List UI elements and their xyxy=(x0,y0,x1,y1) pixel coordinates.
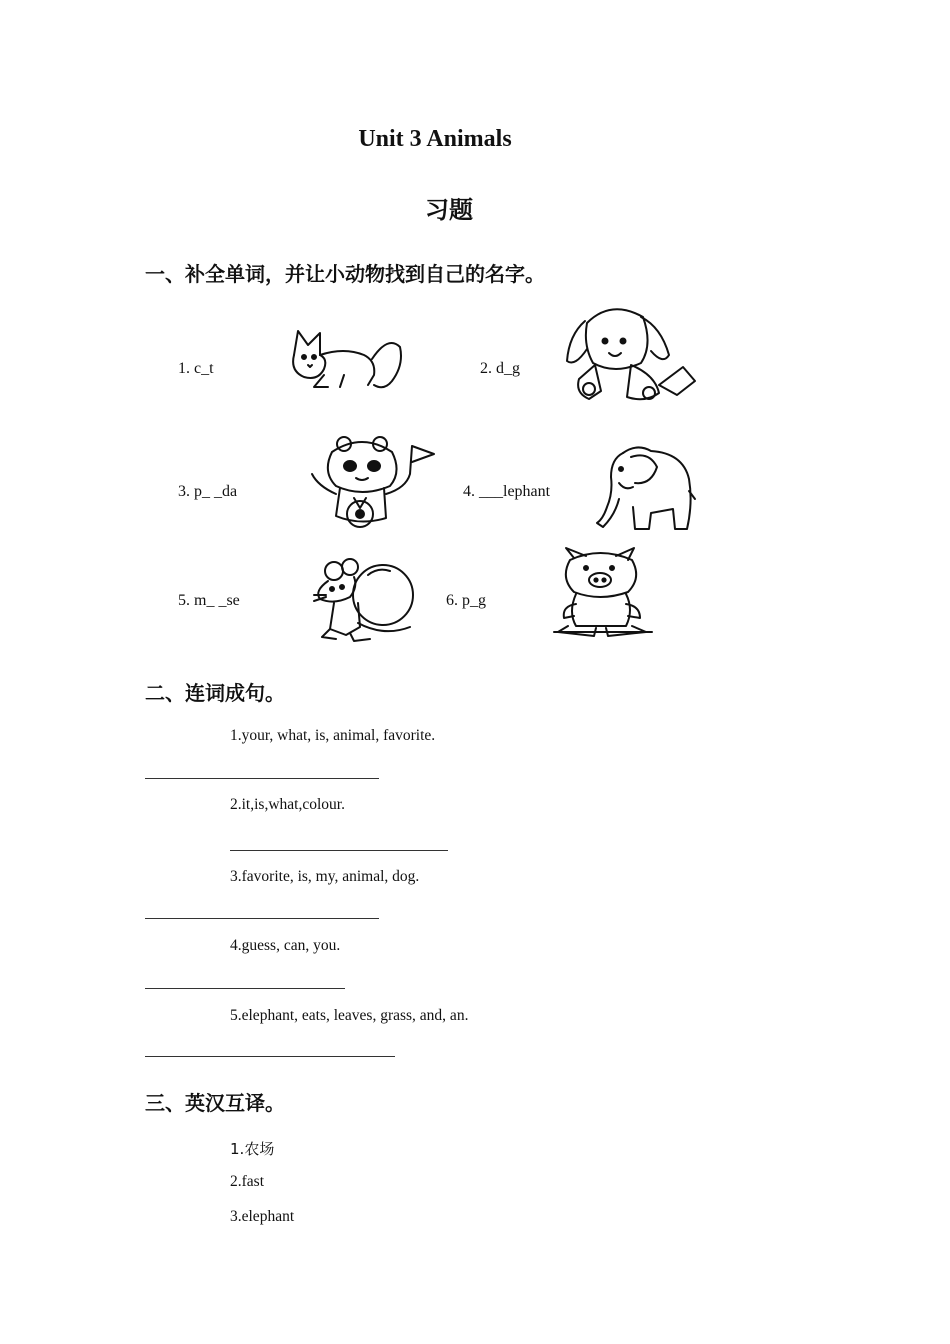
item-num: 3. xyxy=(178,483,190,500)
translate-1 xyxy=(230,1138,274,1159)
question-text: it,is,what,colour. xyxy=(241,796,345,813)
item-1 xyxy=(178,360,214,378)
question-text: favorite, is, my, animal, dog. xyxy=(241,868,420,885)
question-text: elephant xyxy=(241,1208,295,1225)
item-2 xyxy=(480,360,520,378)
translate-3 xyxy=(230,1208,294,1226)
question-num: 3. xyxy=(230,1208,242,1225)
dog-drawing xyxy=(565,305,697,405)
question-text: guess, can, you. xyxy=(241,937,341,954)
question-4 xyxy=(230,937,340,955)
item-word: c_t xyxy=(194,360,214,377)
item-num: 6. xyxy=(446,592,458,609)
elephant-drawing xyxy=(593,443,695,535)
pig-drawing xyxy=(548,548,654,644)
panda-drawing xyxy=(310,436,438,532)
mouse-drawing xyxy=(310,557,414,643)
item-word: ___lephant xyxy=(479,483,551,500)
item-word: d_g xyxy=(496,360,520,377)
item-3 xyxy=(178,483,237,501)
question-num: 2. xyxy=(230,796,242,813)
section3-heading: 三、英汉互译。 xyxy=(145,1091,285,1115)
item-word: p_g xyxy=(462,592,486,609)
page-title: Unit 3 Animals xyxy=(358,126,512,152)
item-6 xyxy=(446,592,486,610)
question-num: 1. xyxy=(230,727,242,744)
answer-line-5[interactable] xyxy=(145,1056,395,1057)
page-subtitle: 习题 xyxy=(425,196,473,224)
question-1 xyxy=(230,727,435,745)
question-num: 4. xyxy=(230,937,242,954)
section2-heading: 二、连词成句。 xyxy=(145,681,285,705)
item-word: p_ _da xyxy=(194,483,238,500)
item-word: m_ _se xyxy=(194,592,240,609)
question-num: 5. xyxy=(230,1007,242,1024)
item-num: 5. xyxy=(178,592,190,609)
answer-line-3[interactable] xyxy=(145,918,379,919)
translate-2 xyxy=(230,1173,264,1191)
cat-drawing xyxy=(284,325,404,395)
answer-line-4[interactable] xyxy=(145,988,345,989)
answer-line-1[interactable] xyxy=(145,778,379,779)
question-num: 3. xyxy=(230,868,242,885)
item-4 xyxy=(463,483,550,501)
item-5 xyxy=(178,592,240,610)
question-text: elephant, eats, leaves, grass, and, an. xyxy=(241,1007,469,1024)
item-num: 2. xyxy=(480,360,492,377)
item-num: 4. xyxy=(463,483,475,500)
question-text: 农场 xyxy=(244,1140,275,1158)
question-num: 1. xyxy=(230,1140,245,1158)
question-2 xyxy=(230,796,345,814)
question-text: your, what, is, animal, favorite. xyxy=(241,727,436,744)
question-text: fast xyxy=(241,1173,265,1190)
item-num: 1. xyxy=(178,360,190,377)
question-5 xyxy=(230,1007,468,1025)
question-num: 2. xyxy=(230,1173,242,1190)
question-3 xyxy=(230,868,419,886)
answer-line-2[interactable] xyxy=(230,850,448,851)
section1-heading: 一、补全单词，并让小动物找到自己的名字。 xyxy=(145,262,545,286)
